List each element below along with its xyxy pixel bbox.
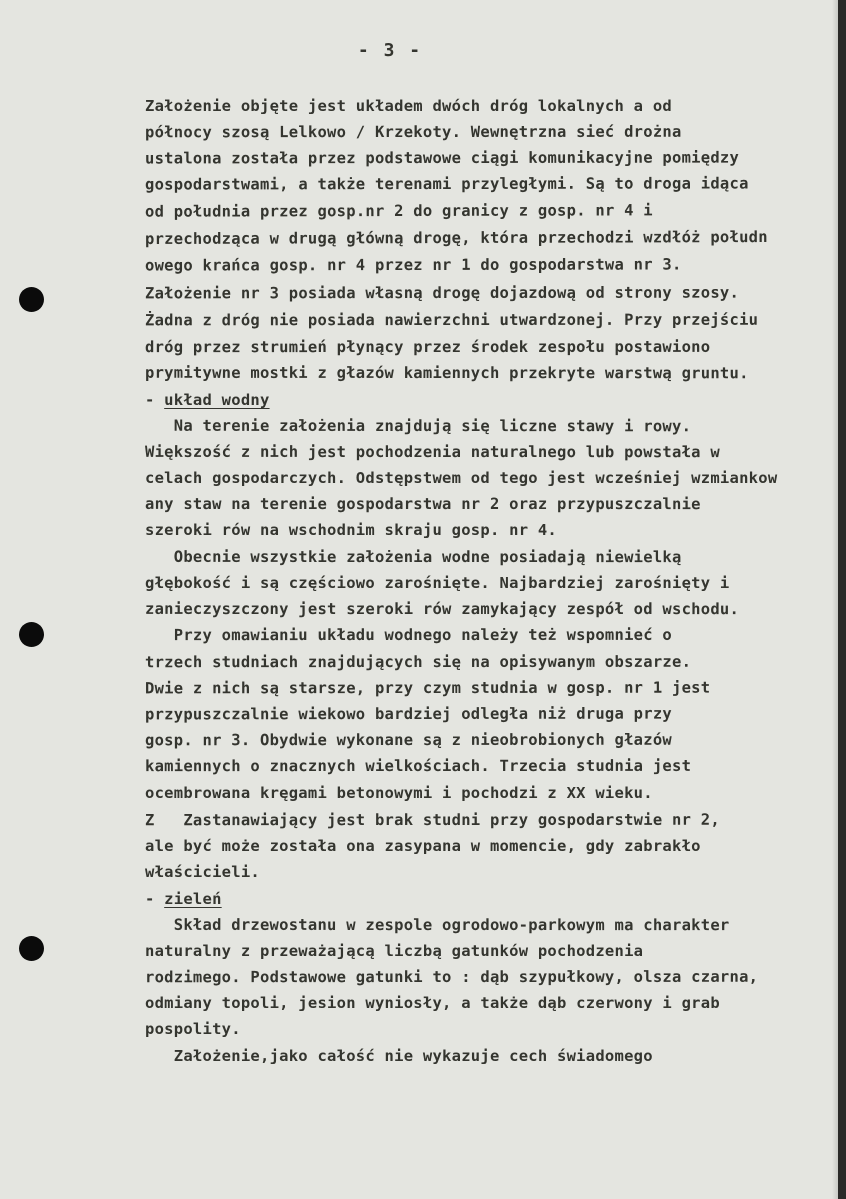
text-line: Skład drzewostanu w zespole ogrodowo-parkowym ma charakter	[144, 915, 730, 935]
punch-hole	[19, 622, 44, 647]
text-line: Założenie objęte jest układem dwóch dróg lokalnych a od	[145, 97, 672, 115]
text-line: od południa przez gosp.nr 2 do granicy z gosp. nr 4 i	[144, 201, 653, 221]
page-number: - 3 -	[357, 40, 423, 61]
punch-hole	[19, 287, 44, 312]
punch-hole	[19, 936, 44, 961]
text-line: ale być może została ona zasypana w momencie, gdy zabrakło	[145, 837, 701, 855]
text-line: właścicieli.	[145, 863, 260, 881]
text-line: Obecnie wszystkie założenia wodne posiadają niewielką	[144, 547, 682, 567]
text-line: odmiany topoli, jesion wyniosły, a także dąb czerwony i grab	[145, 994, 720, 1012]
text-line: prymitywne mostki z głazów kamiennych przekryte warstwą gruntu.	[144, 363, 749, 383]
text-line: Założenie,jako całość nie wykazuje cech świadomego	[145, 1047, 653, 1065]
text-line: kamiennych o znacznych wielkościach. Trzecia studnia jest	[144, 756, 692, 776]
scan-page-edge	[838, 0, 846, 1199]
text-line: Większość z nich jest pochodzenia naturalnego lub powstała w	[144, 442, 720, 462]
text-line: gospodarstwami, a także terenami przyległymi. Są to droga idąca	[144, 174, 749, 194]
section-heading: - układ wodny	[145, 391, 270, 409]
section-heading: - zieleń	[145, 890, 222, 908]
text-line: trzech studniach znajdujących się na opisywanym obszarze.	[144, 652, 692, 672]
text-line: Na terenie założenia znajdują się liczne stawy i rowy.	[144, 416, 692, 436]
text-line: Założenie nr 3 posiada własną drogę dojazdową od strony szosy.	[144, 283, 740, 303]
text-line: Przy omawianiu układu wodnego należy też wspomnieć o	[144, 625, 673, 645]
text-line: Z Zastanawiający jest brak studni przy gospodarstwie nr 2,	[144, 810, 720, 830]
text-line: any staw na terenie gospodarstwa nr 2 oraz przypuszczalnie	[144, 494, 701, 514]
text-line: pospolity.	[145, 1020, 241, 1038]
text-line: Dwie z nich są starsze, przy czym studnia w gosp. nr 1 jest	[144, 678, 711, 698]
text-line: owego krańca gosp. nr 4 przez nr 1 do gospodarstwa nr 3.	[144, 255, 682, 275]
text-line: Żadna z dróg nie posiada nawierzchni utwardzonej. Przy przejściu	[144, 310, 759, 330]
text-line: ocembrowana kręgami betonowymi i pochodzi z XX wieku.	[145, 784, 653, 802]
text-line: naturalny z przeważającą liczbą gatunków pochodzenia	[145, 942, 644, 960]
text-line: celach gospodarczych. Odstępstwem od tego jest wcześniej wzmiankow	[145, 469, 778, 487]
text-line: szeroki rów na wschodnim skraju gosp. nr 4.	[145, 521, 558, 539]
text-line: przechodząca w drugą główną drogę, która przechodzi wzdłóż połudn	[144, 228, 768, 248]
text-line: głębokość i są częściowo zarośnięte. Najbardziej zarośnięty i	[145, 574, 730, 592]
text-line: północy szosą Lelkowo / Krzekoty. Wewnętrzna sieć drożna	[144, 122, 682, 142]
text-line: dróg przez strumień płynący przez środek zespołu postawiono	[144, 337, 711, 357]
text-line: gosp. nr 3. Obydwie wykonane są z nieobrobionych głazów	[144, 730, 673, 750]
scan-edge-shadow	[832, 0, 838, 1199]
text-line: przypuszczalnie wiekowo bardziej odległa niż druga przy	[144, 704, 673, 724]
text-line: zanieczyszczony jest szeroki rów zamykający zespół od wschodu.	[144, 599, 740, 619]
text-line: ustalona została przez podstawowe ciągi komunikacyjne pomiędzy	[144, 148, 740, 168]
text-line: rodzimego. Podstawowe gatunki to : dąb szypułkowy, olsza czarna,	[144, 967, 759, 987]
